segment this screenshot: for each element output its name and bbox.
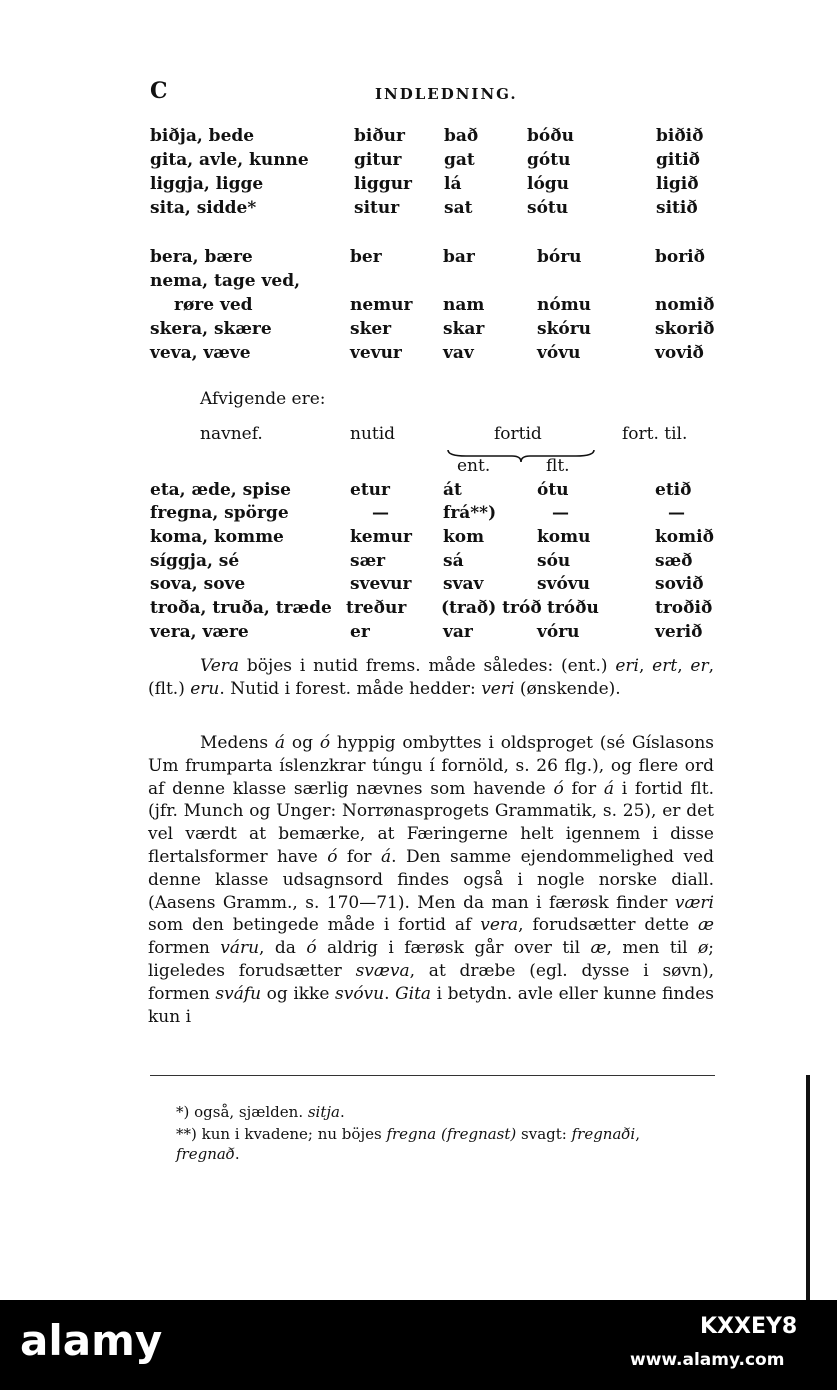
page-number: C bbox=[150, 78, 168, 104]
text-run: som den betingede måde i fortid af bbox=[148, 915, 481, 936]
table-row bbox=[0, 126, 837, 150]
paragraph bbox=[148, 732, 714, 1028]
table-row bbox=[0, 150, 837, 174]
cell-present: sær bbox=[350, 551, 386, 571]
text-run: (ønskende). bbox=[514, 678, 621, 699]
italic-term: svæva bbox=[355, 960, 410, 981]
cell-present: kemur bbox=[350, 527, 412, 547]
text-run: svagt: bbox=[516, 1125, 572, 1143]
brand-logo: alamy bbox=[20, 1316, 163, 1365]
cell-infinitive: nema, tage ved, bbox=[150, 271, 301, 291]
italic-term: á bbox=[603, 778, 614, 799]
cell-past-pl: tróðu bbox=[547, 598, 599, 618]
cell-supine: — bbox=[668, 503, 685, 523]
cell-present: situr bbox=[354, 198, 400, 218]
column-header: nutid bbox=[350, 424, 396, 444]
cell-infinitive: skera, skære bbox=[150, 319, 272, 339]
table-row bbox=[0, 480, 837, 504]
cell-present: svevur bbox=[350, 574, 412, 594]
cell-past-sg: lá bbox=[444, 174, 462, 194]
italic-term: eri bbox=[615, 656, 639, 676]
text-run: , da bbox=[259, 938, 307, 959]
italic-term: á bbox=[274, 733, 286, 753]
cell-past-pl: sótu bbox=[527, 198, 569, 218]
table-row bbox=[0, 174, 837, 198]
text-run: aldrig i færøsk går over til bbox=[316, 938, 591, 959]
cell-past-sg: sá bbox=[443, 551, 464, 571]
column-header: navnef. bbox=[200, 424, 263, 444]
site-url: www.alamy.com bbox=[630, 1350, 785, 1370]
cell-present: nemur bbox=[350, 295, 413, 315]
cell-infinitive: fregna, spörge bbox=[150, 503, 289, 523]
cell-supine: borið bbox=[655, 247, 705, 267]
text-run: og bbox=[285, 733, 320, 753]
cell-infinitive: vera, være bbox=[150, 622, 249, 642]
sub-header: flt. bbox=[546, 456, 570, 476]
text-run: Medens bbox=[200, 733, 275, 753]
cell-past-pl: komu bbox=[537, 527, 591, 547]
cell-infinitive: veva, væve bbox=[150, 343, 251, 363]
text-run: . Nutid i forest. måde hedder: bbox=[219, 678, 482, 699]
italic-term: fregna (fregnast) bbox=[386, 1125, 517, 1143]
text-run: ; ligeledes forudsætter bbox=[148, 938, 715, 981]
table-row bbox=[0, 622, 837, 646]
cell-present: liggur bbox=[354, 174, 413, 194]
text-run: for bbox=[337, 846, 381, 867]
text-run: også, sjælden. bbox=[189, 1103, 308, 1121]
cell-past-sg: át bbox=[443, 480, 462, 500]
cell-infinitive: liggja, ligge bbox=[150, 174, 264, 194]
text-run: kun i kvadene; nu böjes bbox=[196, 1125, 387, 1143]
cell-past-pl: bóðu bbox=[527, 126, 574, 146]
cell-past-sg: vav bbox=[443, 343, 474, 363]
text-run: , bbox=[677, 656, 691, 676]
cell-past-sg: svav bbox=[443, 574, 484, 594]
cell-supine: komið bbox=[655, 527, 714, 547]
footnote-rule bbox=[150, 1075, 715, 1076]
italic-term: ó bbox=[327, 846, 338, 867]
text-run: , bbox=[638, 656, 653, 676]
italic-term: er bbox=[690, 656, 709, 676]
cell-supine: nomið bbox=[655, 295, 715, 315]
image-id: KXXEY8 bbox=[700, 1314, 798, 1339]
text-run: . bbox=[384, 983, 396, 1004]
cell-past-pl: nómu bbox=[537, 295, 592, 315]
cell-infinitive: koma, komme bbox=[150, 527, 284, 547]
italic-term: Vera bbox=[200, 656, 240, 676]
cell-past-pl: bóru bbox=[537, 247, 582, 267]
text-run: . Den samme ejendommelighed ved denne klasse udsagnsord findes også i nogle norske diall. (Aasens Gramm., s. 170—71). Men da man i færøsk finder bbox=[148, 846, 714, 913]
footnote bbox=[176, 1102, 345, 1122]
cell-supine: troðið bbox=[655, 598, 713, 618]
cell-present: gitur bbox=[354, 150, 402, 170]
cell-supine: etið bbox=[655, 480, 692, 500]
text-run: , men til bbox=[606, 938, 699, 959]
table-row bbox=[0, 598, 837, 622]
cell-past-pl: vóru bbox=[537, 622, 580, 642]
cell-present: sker bbox=[350, 319, 392, 339]
text-run: , bbox=[635, 1125, 641, 1143]
cell-present: — bbox=[372, 503, 389, 523]
column-header: fortid bbox=[494, 424, 542, 444]
section-heading: Afvigende ere: bbox=[200, 389, 326, 409]
cell-present: er bbox=[350, 622, 370, 642]
running-title: INDLEDNING. bbox=[375, 85, 518, 103]
cell-infinitive: eta, æde, spise bbox=[150, 480, 291, 500]
footnote bbox=[176, 1124, 716, 1164]
cell-past-pl: vóvu bbox=[537, 343, 581, 363]
italic-term: æ bbox=[698, 915, 714, 936]
cell-infinitive: sita, sidde* bbox=[150, 198, 257, 218]
cell-past-sg: bar bbox=[443, 247, 475, 267]
cell-past-pl: skóru bbox=[537, 319, 592, 339]
cell-past-sg: kom bbox=[443, 527, 485, 547]
italic-term: ert bbox=[652, 656, 678, 676]
cell-past-pl: sóu bbox=[537, 551, 571, 571]
table-row bbox=[0, 198, 837, 222]
cell-present: treður bbox=[346, 598, 407, 618]
cell-infinitive: síggja, sé bbox=[150, 551, 240, 571]
cell-past-sg: bað bbox=[444, 126, 479, 146]
italic-term: veri bbox=[481, 678, 515, 699]
cell-supine: vovið bbox=[655, 343, 704, 363]
table-row bbox=[0, 271, 837, 295]
cell-infinitive: sova, sove bbox=[150, 574, 246, 594]
cell-past-sg: gat bbox=[444, 150, 475, 170]
text-run: i betydn. avle eller kunne findes kun i bbox=[148, 983, 715, 1027]
italic-term: fregnaði bbox=[571, 1125, 636, 1143]
cell-present: vevur bbox=[350, 343, 402, 363]
cell-present: etur bbox=[350, 480, 390, 500]
italic-term: ø bbox=[698, 938, 709, 959]
paragraph bbox=[148, 655, 714, 701]
cell-infinitive: troða, truða, træde bbox=[150, 598, 332, 618]
watermark-banner bbox=[0, 1300, 837, 1390]
footnote-mark: **) bbox=[176, 1125, 197, 1143]
cell-supine: sovið bbox=[655, 574, 704, 594]
cell-past-pl: svóvu bbox=[537, 574, 591, 594]
cell-supine: sæð bbox=[655, 551, 693, 571]
italic-term: svóvu bbox=[334, 983, 385, 1004]
cell-infinitive: røre ved bbox=[174, 295, 253, 315]
table-row bbox=[0, 343, 837, 367]
italic-term: sváfu bbox=[215, 983, 262, 1004]
text-run: , (flt.) bbox=[148, 656, 715, 699]
cell-infinitive: bera, bære bbox=[150, 247, 253, 267]
text-run: for bbox=[563, 778, 604, 799]
cell-infinitive: gita, avle, kunne bbox=[150, 150, 309, 170]
cell-present: ber bbox=[350, 247, 382, 267]
table-row bbox=[0, 295, 837, 319]
italic-term: eru bbox=[190, 678, 220, 699]
cell-supine: verið bbox=[655, 622, 703, 642]
italic-term: váru bbox=[220, 938, 260, 959]
table-row bbox=[0, 247, 837, 271]
text-run: böjes i nutid frems. måde således: (ent.) bbox=[239, 656, 616, 676]
cell-past-sg: skar bbox=[443, 319, 485, 339]
footnote-mark: *) bbox=[176, 1103, 190, 1121]
table-row bbox=[0, 574, 837, 598]
italic-term: æ bbox=[590, 938, 607, 959]
text-run: i fortid flt. (jfr. Munch og Unger: Norrønasprogets Grammatik, s. 25), er det vel værdt at bemærke, at Færingerne helt igennem i disse flertalsformer have bbox=[148, 778, 715, 867]
table-row bbox=[0, 503, 837, 527]
italic-term: ó bbox=[553, 778, 564, 799]
text-run: og ikke bbox=[261, 983, 335, 1004]
italic-term: fregnað bbox=[176, 1145, 235, 1163]
text-run: . bbox=[339, 1103, 345, 1121]
cell-past-pl: — bbox=[552, 503, 569, 523]
cell-past-pl: gótu bbox=[527, 150, 571, 170]
italic-term: ó bbox=[319, 733, 331, 753]
italic-term: Gita bbox=[395, 983, 432, 1004]
cell-past-pl: ótu bbox=[537, 480, 569, 500]
cell-supine: gitið bbox=[656, 150, 700, 170]
text-run: . bbox=[234, 1145, 240, 1163]
cell-past-sg: sat bbox=[444, 198, 473, 218]
table-row bbox=[0, 551, 837, 575]
cell-supine: biðið bbox=[656, 126, 704, 146]
italic-term: sitja bbox=[307, 1103, 340, 1121]
cell-supine: ligið bbox=[656, 174, 699, 194]
text-run: , at dræbe (egl. dysse i søvn), formen bbox=[148, 960, 714, 1004]
italic-term: ó bbox=[306, 938, 317, 959]
italic-term: á bbox=[380, 846, 392, 867]
italic-term: vera bbox=[480, 915, 519, 936]
cell-present: biður bbox=[354, 126, 405, 146]
cell-past-sg: frá**) bbox=[443, 503, 497, 523]
cell-supine: sitið bbox=[656, 198, 698, 218]
text-run: hyppig ombyttes i oldsproget (sé Gíslasons Um frumparta íslenzkrar túngu í fornöld, s. 26 flg.), og flere ord af denne klasse særlig nævnes som havende bbox=[148, 733, 714, 799]
cell-past-sg: (trað) tróð bbox=[441, 598, 542, 618]
cell-infinitive: biðja, bede bbox=[150, 126, 255, 146]
italic-term: væri bbox=[674, 892, 714, 913]
cell-past-sg: var bbox=[443, 622, 473, 642]
cell-past-pl: lógu bbox=[527, 174, 570, 194]
table-row bbox=[0, 319, 837, 343]
column-header: fort. til. bbox=[622, 424, 688, 444]
cell-supine: skorið bbox=[655, 319, 715, 339]
text-run: , forudsætter dette bbox=[518, 915, 699, 936]
page-edge-mark bbox=[806, 1075, 810, 1300]
table-row bbox=[0, 527, 837, 551]
cell-past-sg: nam bbox=[443, 295, 485, 315]
text-run: formen bbox=[148, 938, 221, 959]
sub-header: ent. bbox=[457, 456, 491, 476]
